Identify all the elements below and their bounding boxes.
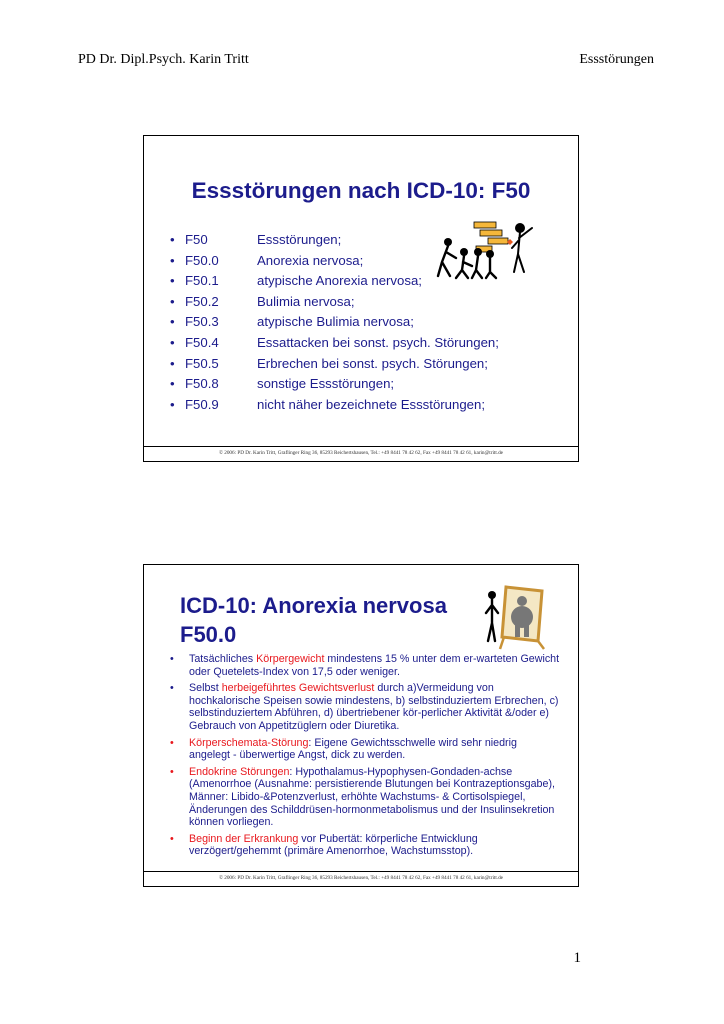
- slide-2-footer: © 2006: PD Dr. Karin Tritt, Graflinger Ring 36, 85293 Reichertshausen, Tel.: +49 8441 78 42 62, Fax +49 8441 78 42 61, karin@tritt.de: [219, 875, 503, 881]
- icd-code: F50.2: [185, 293, 219, 309]
- list-item: • F50.4 Essattacken bei sonst. psych. Störungen;: [170, 334, 499, 350]
- criteria-highlight: Körpergewicht: [256, 653, 325, 665]
- list-item: • Körperschemata-Störung: Eigene Gewichtsschwelle wird sehr niedrig angelegt - überwertige Angst, dick zu werden.: [170, 736, 517, 762]
- list-item: • F50 Essstörungen;: [170, 232, 342, 247]
- criteria-text: durch a)Vermeidung von hochkalorische Speisen sowie mindestens, b) selbstinduziertem Erbrechen, c) selbstinduziertem Abführen, d) übertriebener kör-perlicher Aktivität &/oder e) Gebrauch von Appetitzüglern oder Diuretika.: [189, 682, 559, 732]
- list-item: • F50.0 Anorexia nervosa;: [170, 252, 364, 268]
- icd-code: F50.5: [185, 355, 219, 371]
- icd-label: atypische Anorexia nervosa;: [257, 273, 422, 289]
- slide-1-footer: © 2006: PD Dr. Karin Tritt, Graflinger Ring 36, 85293 Reichertshausen, Tel.: +49 8441 78 42 62, Fax +49 8441 78 42 61, karin@tritt.de: [219, 450, 503, 456]
- icd-code: F50: [185, 232, 208, 247]
- icd-label: Essstörungen;: [257, 232, 342, 247]
- slide-2: [143, 564, 579, 887]
- criteria-text: : Hypothalamus-Hypophysen-Gondaden-achse (Amenorrhoe (Ausnahme: persistierende Blutungen bei Kontrazeptionsgabe), Männer: Libido-&Potenzverlust, erhöhte Wachstums- & Cortisolspiegel, Änderungen des Schilddrüsen-hormonmetabolismus und der Insulinsekretion können vorliegen.: [189, 765, 555, 829]
- slide-1-title: Essstörungen nach ICD-10: F50: [191, 178, 531, 203]
- criteria-list: [170, 653, 560, 862]
- page-number: 1: [573, 950, 581, 966]
- icd-code: F50.4: [185, 334, 219, 350]
- icd-code: F50.3: [185, 314, 219, 330]
- icd-label: nicht näher bezeichnete Essstörungen;: [257, 396, 485, 412]
- list-item: • F50.2 Bulimia nervosa;: [170, 293, 355, 309]
- icd-label: Anorexia nervosa;: [257, 252, 364, 268]
- list-item: • Beginn der Erkrankung vor Pubertät: körperliche Entwicklung verzögert/gehemmt (primäre Amenorrhoe, Wachstumsstop).: [170, 832, 478, 858]
- criteria-highlight: Endokrine Störungen: [189, 765, 290, 778]
- criteria-highlight: herbeigeführtes Gewichtsverlust: [221, 682, 375, 695]
- slide-2-title: ICD-10: Anorexia nervosa: [180, 593, 447, 618]
- criteria-text: Selbst: [189, 682, 222, 695]
- slide-1-footer-divider: [144, 446, 578, 447]
- icd-code: F50.9: [185, 396, 219, 412]
- person-at-mirror-icon: [482, 585, 546, 651]
- list-item: • Tatsächliches Körpergewicht mindestens 15 % unter dem er-warteten Gewicht oder Quetelets-Index von 17,5 oder weniger.: [170, 653, 560, 678]
- criteria-text: mindestens 15 % unter dem er-warteten Gewicht oder Quetelets-Index von 17,5 oder weniger.: [189, 653, 560, 678]
- icd-code: F50.8: [185, 376, 219, 392]
- list-item: • F50.9 nicht näher bezeichnete Essstörungen;: [170, 396, 485, 412]
- icd-label: Bulimia nervosa;: [257, 293, 355, 309]
- icd-code: F50.0: [185, 252, 219, 268]
- icd-code: F50.1: [185, 273, 219, 289]
- list-item: • F50.1 atypische Anorexia nervosa;: [170, 273, 422, 289]
- icd-label: Erbrechen bei sonst. psych. Störungen;: [257, 355, 488, 371]
- slide-1: [143, 135, 579, 462]
- slide-2-subtitle: F50.0: [180, 622, 237, 647]
- slide-2-footer-divider: [144, 871, 578, 872]
- header-topic: Essstörungen: [579, 52, 654, 67]
- criteria-highlight: Beginn der Erkrankung: [189, 832, 299, 845]
- criteria-highlight: Körperschemata-Störung: [189, 736, 309, 749]
- list-item: • F50.3 atypische Bulimia nervosa;: [170, 314, 414, 330]
- header-author: PD Dr. Dipl.Psych. Karin Tritt: [78, 52, 249, 67]
- criteria-text: : Eigene Gewichtsschwelle wird sehr niedrig angelegt - überwertige Angst, dick zu werden.: [189, 736, 517, 762]
- criteria-text: vor Pubertät: körperliche Entwicklung verzögert/gehemmt (primäre Amenorrhoe, Wachstumsstop).: [189, 832, 478, 858]
- icd-label: sonstige Essstörungen;: [257, 376, 395, 392]
- list-item: • Endokrine Störungen: Hypothalamus-Hypophysen-Gondaden-achse (Amenorrhoe (Ausnahme: persistierende Blutungen bei Kontrazeptionsgabe), Männer: Libido-&Potenzverlust, erhöhte Wachstums- & Cortisolspiegel, Änderungen des Schilddrüsen-hormonmetabolismus und der Insulinsekretion können vorliegen.: [170, 765, 555, 829]
- list-item: • F50.5 Erbrechen bei sonst. psych. Störungen;: [170, 355, 488, 371]
- list-item: • F50.8 sonstige Essstörungen;: [170, 376, 395, 392]
- icd-label: atypische Bulimia nervosa;: [257, 314, 414, 330]
- criteria-text: Tatsächliches: [189, 653, 257, 665]
- list-item: • Selbst herbeigeführtes Gewichtsverlust durch a)Vermeidung von hochkalorische Speisen sowie mindestens, b) selbstinduziertem Erbrechen, c) selbstinduziertem Abführen, d) übertriebener kör-perlicher Aktivität &/oder e) Gebrauch von Appetitzüglern oder Diuretika.: [170, 682, 559, 732]
- icd-code-list: [170, 232, 499, 417]
- icd-label: Essattacken bei sonst. psych. Störungen;: [257, 334, 499, 350]
